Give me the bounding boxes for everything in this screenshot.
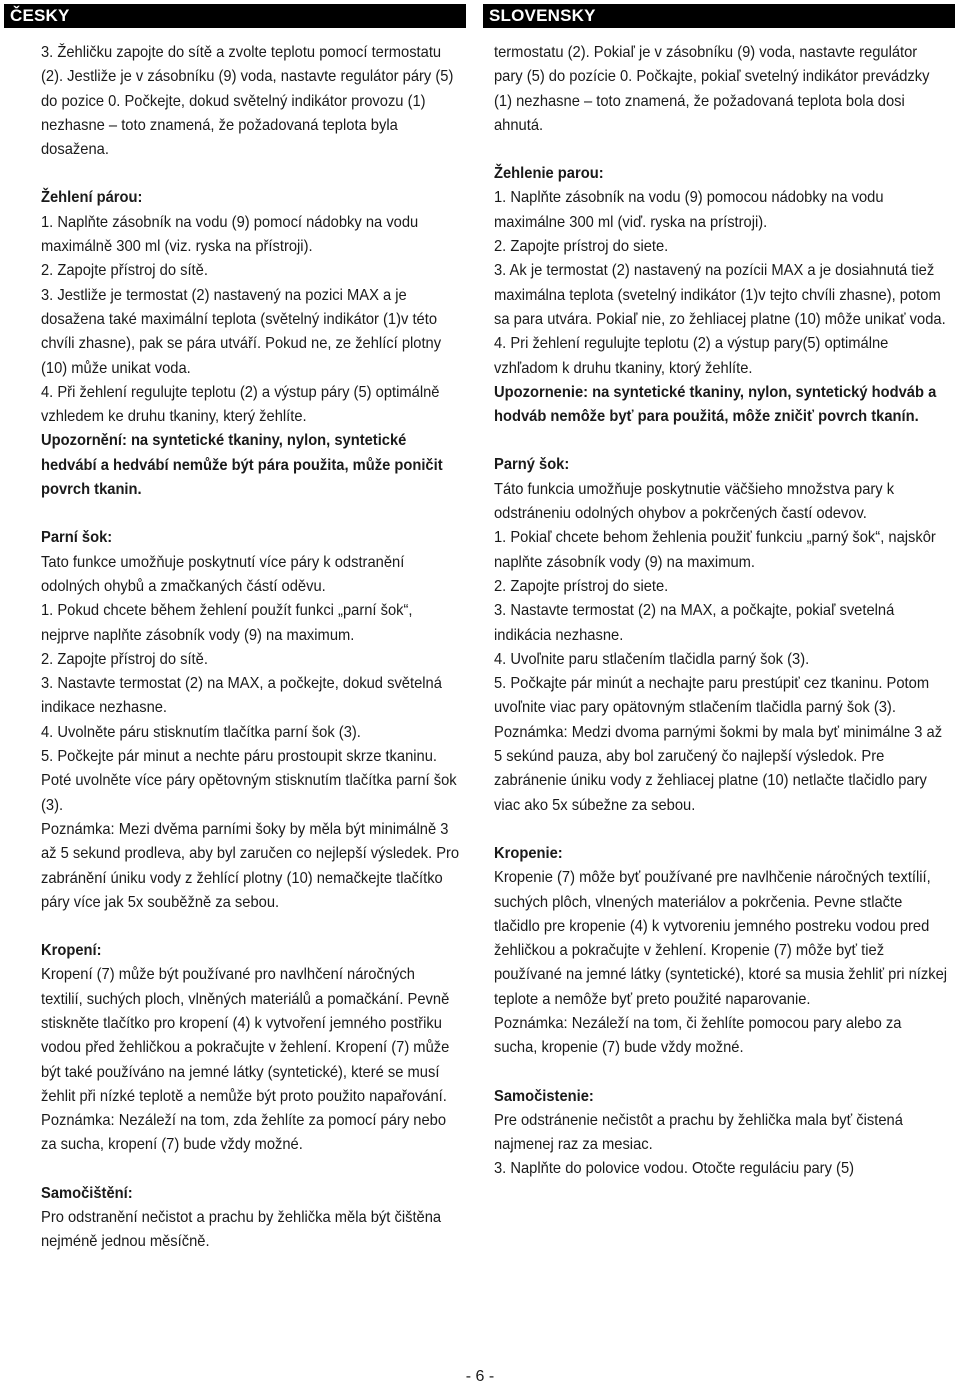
paragraph: 3. Nastavte termostat (2) na MAX, a počkejte, dokud světelná indikace nezhasne. — [41, 675, 442, 717]
paragraph-gap — [41, 1158, 462, 1182]
section-heading: Samočištění: — [41, 1184, 133, 1202]
paragraph: 4. Při žehlení regulujte teplotu (2) a výstup páry (5) optimálně vzhledem ke druhu tkaniny, který žehlíte. — [41, 383, 440, 426]
paragraph: Táto funkcia umožňuje poskytnutie väčšieho množstva pary k odstráneniu odolných ohybov a pokrčených častí odevov. — [494, 480, 895, 523]
section-heading: Parný šok: — [494, 456, 570, 474]
paragraph: 2. Zapojte prístroj do siete. — [494, 238, 669, 256]
czech-body — [4, 28, 466, 1255]
paragraph: 1. Naplňte zásobník na vodu (9) pomocou nádobky na vodu maximálne 300 ml (viď. ryska na prístroji). — [494, 189, 884, 231]
paragraph: 2. Zapojte prístroj do siete. — [494, 577, 669, 595]
section-heading: Samočistenie: — [494, 1087, 594, 1105]
paragraph: Pro odstranění nečistot a prachu by žehlička měla být čištěna nejméně jednou měsíčně. — [41, 1209, 442, 1251]
paragraph: termostatu (2). Pokiaľ je v zásobníku (9) voda, nastavte regulátor pary (5) do pozície 0. Počkajte, pokiaľ svetelný indikátor prevádzky (1) nezhasne – toto znamená, že požadovaná teplota bola dosi ahnutá. — [494, 44, 930, 134]
paragraph: 2. Zapojte přístroj do sítě. — [41, 650, 208, 668]
paragraph: 1. Pokud chcete během žehlení použít funkci „parní šok“, nejprve naplňte zásobník vody (9) na maximum. — [41, 602, 413, 644]
paragraph: 4. Uvolněte páru stisknutím tlačítka parní šok (3). — [41, 723, 361, 741]
paragraph: 4. Uvoľnite paru stlačením tlačidla parný šok (3). — [494, 650, 810, 668]
paragraph-gap — [41, 162, 462, 186]
paragraph: Poznámka: Mezi dvěma parními šoky by měla být minimálně 3 až 5 sekund prodleva, aby byl zaručen co nejlepší výsledek. Pro zabránění úniku vody z žehlící plotny (10) nemačkejte tlačítko páry více jak 5x souběžně za sebou. — [41, 820, 460, 911]
paragraph: Kropení (7) může být používané pro navlhčení náročných textilií, suchých ploch, vlněných materiálů a pomačkání. Pevně stiskněte tlačítko pro kropení (4) k vytvoření jemného postřiku vodou před žehličkou a pokračujte v žehlení. Kropení (7) může být také používáno na jemné látky (syntetické), které se musí žehlit při nízké teplotě a nemůže být proto použito napařování. — [41, 966, 450, 1105]
paragraph: Kropenie (7) môže byť používané pre navlhčenie náročných textílií, suchých plôch, vlnených materiálov a pokrčenia. Pevne stlačte tlačidlo pre kropenie (4) k vytvoreniu jemného postreku vodou pred žehličkou a pokračujte v žehlení. Kropenie (7) môže byť tiež používané na jemné látky (syntetické), ktoré sa musia žehliť pri nízkej teplote a nemôže byť preto použité naparovanie. — [494, 869, 948, 1008]
paragraph-gap — [494, 429, 951, 453]
language-header-czech: ČESKY — [4, 4, 466, 28]
slovak-column — [483, 4, 955, 1182]
paragraph: 3. Žehličku zapojte do sítě a zvolte teplotu pomocí termostatu (2). Jestliže je v zásobníku (9) voda, nastavte regulátor páry (5) do pozice 0. Počkejte, dokud světelný indikátor provozu (1) nezhasne – toto znamená, že požadovaná teplota byla dosažena. — [41, 44, 454, 159]
paragraph: 1. Pokiaľ chcete behom žehlenia použiť funkciu „parný šok“, najskôr naplňte zásobník vody (9) na maximum. — [494, 529, 936, 571]
paragraph: 4. Pri žehlení regulujte teplotu (2) a výstup pary(5) optimálne vzhľadom k druhu tkaniny, ktorý žehlíte. — [494, 335, 889, 377]
warning-text: Upozornenie: na syntetické tkaniny, nylon, syntetický hodváb a hodváb nemôže byť para použitá, môže zničiť povrch tkanín. — [494, 383, 937, 426]
paragraph-gap — [494, 818, 951, 842]
warning-text: Upozornění: na syntetické tkaniny, nylon, syntetické hedvábí a hedvábí nemůže být pára použita, může poničit povrch tkanin. — [41, 432, 443, 499]
paragraph: 3. Nastavte termostat (2) na MAX, a počkajte, pokiaľ svetelná indikácia nezhasne. — [494, 602, 895, 644]
paragraph: 5. Počkajte pár minút a nechajte paru prestúpiť cez tkaninu. Potom uvoľnite viac pary opätovným stlačením tlačidla parný šok (3). — [494, 675, 930, 717]
paragraph: Tato funkce umožňuje poskytnutí více páry k odstranění odolných ohybů a zmačkaných částí oděvu. — [41, 553, 405, 595]
paragraph-gap — [494, 138, 951, 162]
paragraph: 5. Počkejte pár minut a nechte páru prostoupit skrze tkaninu. Poté uvolněte více páry opětovným stisknutím tlačítka parní šok (3). — [41, 748, 457, 814]
paragraph: Poznámka: Nezáleží na tom, zda žehlíte za pomocí páry nebo za sucha, kropení (7) bude vždy možné. — [41, 1112, 447, 1154]
paragraph: 3. Ak je termostat (2) nastavený na pozícii MAX a je dosiahnutá tiež maximálna teplota (svetelný indikátor (1)v tejto chvíli zhasne), potom sa para utvára. Pokiaľ nie, zo žehliacej platne (10) môže unikať voda. — [494, 262, 946, 328]
section-heading: Parní šok: — [41, 529, 113, 547]
paragraph: Poznámka: Medzi dvoma parnými šokmi by mala byť minimálne 3 až 5 sekúnd pauza, aby bol zaručený čo najlepší výsledok. Pre zabránenie úniku vody z žehliacej platne (10) netlačte tlačidlo pary viac ako 5x súbežne za sebou. — [494, 723, 943, 814]
section-heading: Žehlenie parou: — [494, 165, 604, 183]
language-header-slovak: SLOVENSKY — [483, 4, 955, 28]
paragraph-gap — [41, 502, 462, 526]
paragraph: Pre odstránenie nečistôt a prachu by žehlička mala byť čistená najmenej raz za mesiac. — [494, 1111, 903, 1154]
paragraph-gap — [41, 915, 462, 939]
paragraph: Poznámka: Nezáleží na tom, či žehlíte pomocou pary alebo za sucha, kropenie (7) bude vždy možné. — [494, 1014, 902, 1057]
section-heading: Kropenie: — [494, 844, 563, 862]
section-heading: Kropení: — [41, 942, 102, 960]
paragraph-gap — [494, 1061, 951, 1085]
czech-column — [4, 4, 466, 1255]
section-heading: Žehlení párou: — [41, 189, 143, 207]
paragraph: 2. Zapojte přístroj do sítě. — [41, 262, 208, 280]
paragraph: 3. Jestliže je termostat (2) nastavený na pozici MAX a je dosažena také maximální teplota (světelný indikátor (1)v této chvíli zhasne), pak se pára utváří. Pokud ne, ze žehlící plotny (10) může unikat voda. — [41, 286, 442, 377]
paragraph: 3. Naplňte do polovice vodou. Otočte reguláciu pary (5) — [494, 1160, 855, 1178]
paragraph: 1. Naplňte zásobník na vodu (9) pomocí nádobky na vodu maximálně 300 ml (viz. ryska na přístroji). — [41, 213, 419, 256]
page-number: - 6 - — [465, 1368, 495, 1385]
slovak-body — [483, 28, 955, 1182]
